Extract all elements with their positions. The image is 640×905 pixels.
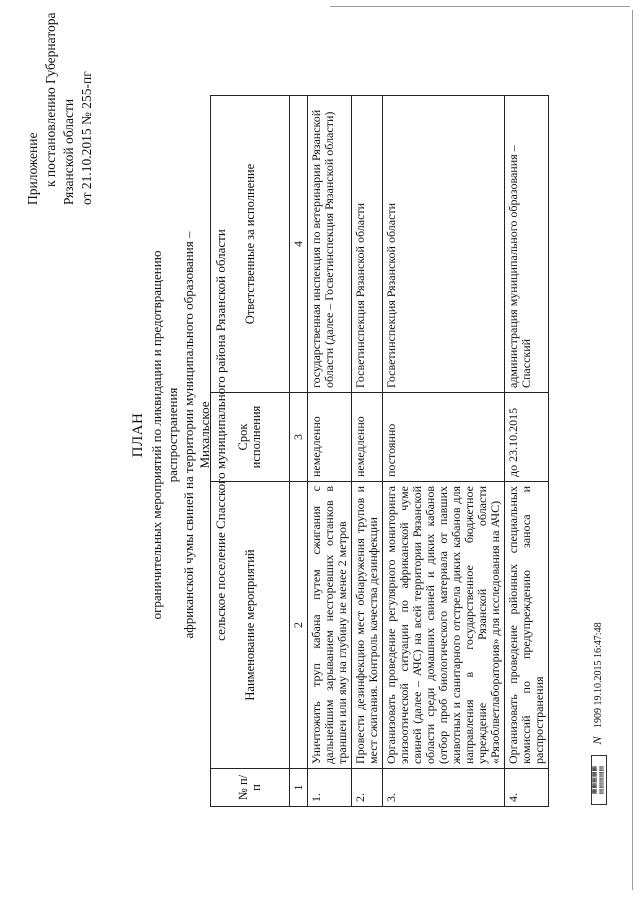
- appendix-line-2: Рязанской области: [61, 98, 76, 205]
- stamp-text: 1909 19.10.2015 16:47:48: [593, 622, 604, 728]
- column-number: 1: [290, 769, 308, 807]
- row-action: Организовать проведение регулярного мониторинга эпизоотической ситуации по африканской чуме свиней (далее – АЧС) на всей территории Рязанской области среди домашних свиней и диких кабанов (отбор проб биологического материала от павших животных и санитарного отстрела диких кабанов для направления в государственное бюджетное учреждение Рязанской области «Рязоблветлаборатория» для исследования на АЧС): [383, 482, 505, 769]
- row-responsible: Госветинспекция Рязанской области: [383, 96, 505, 393]
- row-number: 1.: [308, 769, 352, 807]
- plan-subtitle-1: ограничительных мероприятий по ликвидации и предотвращению распространения: [149, 250, 180, 620]
- header-action: Наименование мероприятий: [211, 482, 290, 769]
- plan-subtitle-2: африканской чумы свиней на территории муниципального образования – Михальское: [181, 231, 212, 639]
- row-number: 2.: [352, 769, 383, 807]
- stamp-logo-icon: ▦▦▦▦▦ ▤▤▤▤▤: [591, 755, 607, 805]
- row-number: 3.: [383, 769, 505, 807]
- row-responsible: государственная инспекция по ветеринарии Рязанской области (далее – Госветинспекция Рязанской области): [308, 96, 352, 393]
- row-responsible: Госветинспекция Рязанской области: [352, 96, 383, 393]
- row-action: Провести дезинфекцию мест обнаружения трупов и мест сжигания. Контроль качества дезинфекции: [352, 482, 383, 769]
- appendix-title: Приложение: [25, 132, 40, 205]
- table-row: [383, 96, 505, 807]
- measures-table: [210, 95, 549, 807]
- header-responsible: Ответственные за исполнение: [211, 96, 290, 393]
- row-action: Уничтожить труп кабана путем сжигания с дальнейшим зарыванием несгоревших останков в траншеи или яму на глубину не менее 2 метров: [308, 482, 352, 769]
- appendix-line-1: к постановлению Губернатора: [43, 12, 58, 187]
- stamp-signature: N: [590, 736, 604, 745]
- header-number: № п/п: [211, 769, 290, 807]
- row-deadline: немедленно: [352, 393, 383, 482]
- row-number: 4.: [505, 769, 549, 807]
- appendix-line-3: от 21.10.2015 № 255-пг: [79, 71, 94, 205]
- table-column-numbers-row: [290, 96, 308, 807]
- row-deadline: немедленно: [308, 393, 352, 482]
- column-number: 3: [290, 393, 308, 482]
- table-row: [308, 96, 352, 807]
- row-action: Организовать проведение районных специальных комиссий по предупреждению заноса и распространения: [505, 482, 549, 769]
- row-responsible: администрация муниципального образования – Спасский: [505, 96, 549, 393]
- plan-heading: ПЛАН: [130, 412, 146, 458]
- table-row: [352, 96, 383, 807]
- appendix-block: [24, 5, 96, 205]
- column-number: 4: [290, 96, 308, 393]
- header-deadline: Срок исполнения: [211, 393, 290, 482]
- column-number: 2: [290, 482, 308, 769]
- plan-subtitle-3: сельское поселение Спасского муниципального района Рязанской области: [213, 229, 228, 641]
- registration-stamp: [590, 622, 607, 805]
- row-deadline: до 23.10.2015: [505, 393, 549, 482]
- table-row: [505, 96, 549, 807]
- table-header-row: [211, 96, 290, 807]
- row-deadline: постоянно: [383, 393, 505, 482]
